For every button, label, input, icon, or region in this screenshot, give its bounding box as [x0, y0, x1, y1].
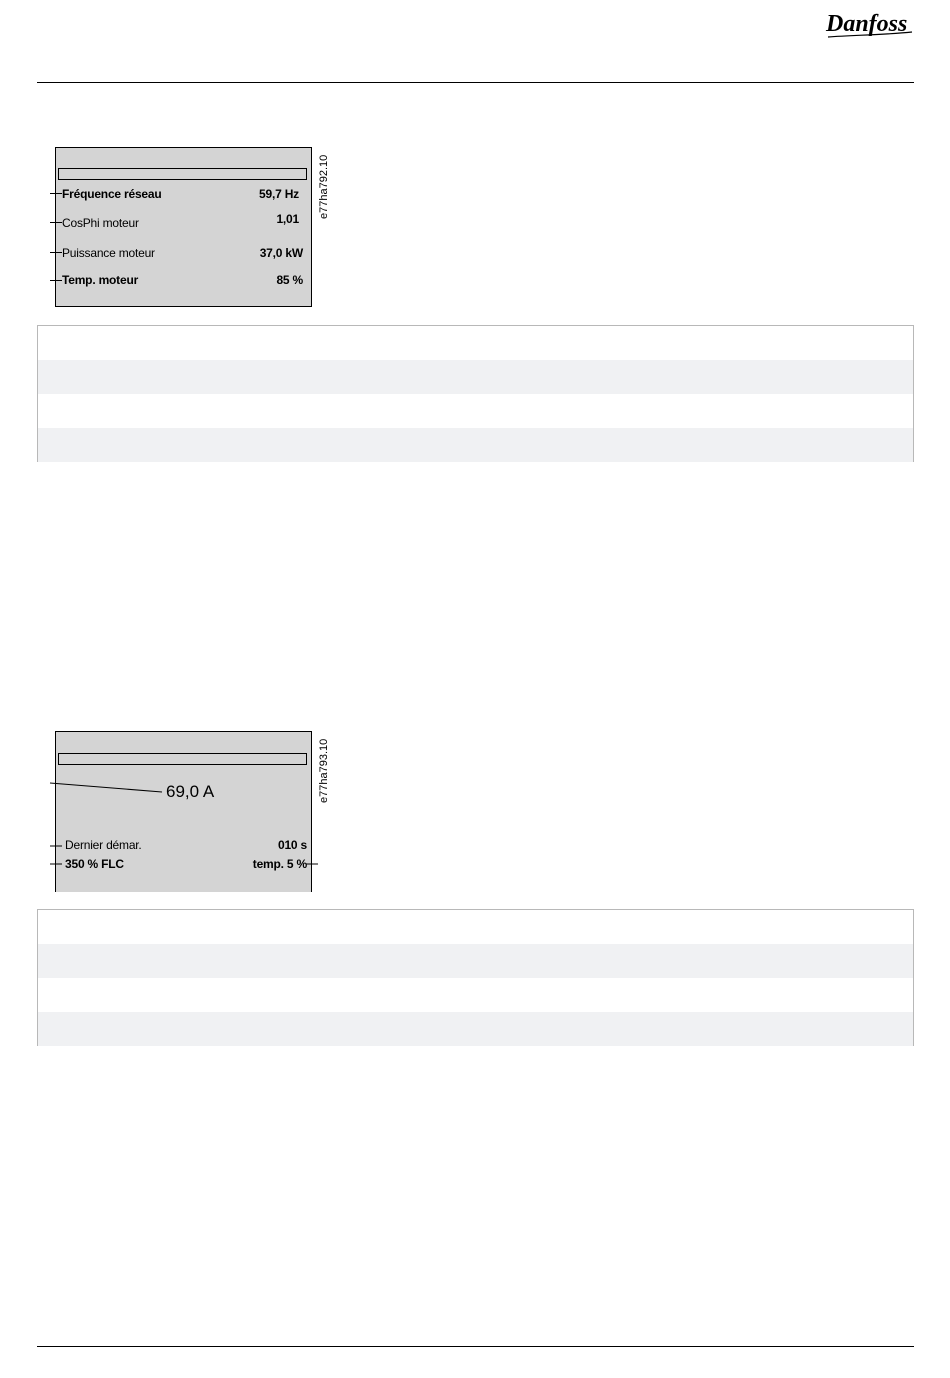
lcd-title-bar	[58, 753, 307, 765]
lcd-row-label: Puissance moteur	[62, 246, 155, 260]
callout-line	[50, 280, 62, 281]
callout-line	[50, 252, 62, 253]
legend-row	[38, 944, 913, 978]
callout-line	[50, 222, 62, 223]
legend-row	[38, 360, 913, 394]
lcd-row-value: 37,0 kW	[259, 246, 303, 260]
figure-code: e77ha793.10	[318, 738, 330, 803]
legend-row	[38, 978, 913, 1012]
lcd-display-1	[55, 147, 312, 307]
lcd-current-value: 69,0 A	[166, 782, 215, 801]
lcd-row-label: Fréquence réseau	[62, 187, 162, 201]
lcd-temp-label: temp. 5 %	[252, 857, 307, 871]
lcd-row-label: CosPhi moteur	[62, 216, 139, 230]
legend-row	[38, 326, 913, 360]
lcd-row-label: Temp. moteur	[62, 273, 139, 287]
lcd-row-value: 1,01	[276, 212, 299, 226]
footer-rule	[37, 1346, 914, 1347]
lcd-display-2	[55, 731, 312, 892]
lcd-title-bar	[58, 168, 307, 180]
legend-row	[38, 394, 913, 428]
legend-table-1	[37, 325, 914, 462]
legend-row	[38, 910, 913, 944]
legend-row	[38, 428, 913, 462]
lcd-row-value: 85 %	[276, 273, 303, 287]
lcd-row-label: Dernier démar.	[65, 838, 142, 852]
header-rule	[37, 82, 914, 83]
lcd-row-value: 59,7 Hz	[259, 187, 299, 201]
danfoss-logo	[824, 5, 914, 41]
lcd-row-value: 010 s	[277, 838, 307, 852]
figure-code: e77ha792.10	[318, 154, 330, 219]
lcd-flc-label: 350 % FLC	[65, 857, 124, 871]
legend-row	[38, 1012, 913, 1046]
legend-table-2	[37, 909, 914, 1046]
danfoss-logo-text: Danfoss	[826, 11, 908, 37]
callout-line	[50, 193, 62, 194]
